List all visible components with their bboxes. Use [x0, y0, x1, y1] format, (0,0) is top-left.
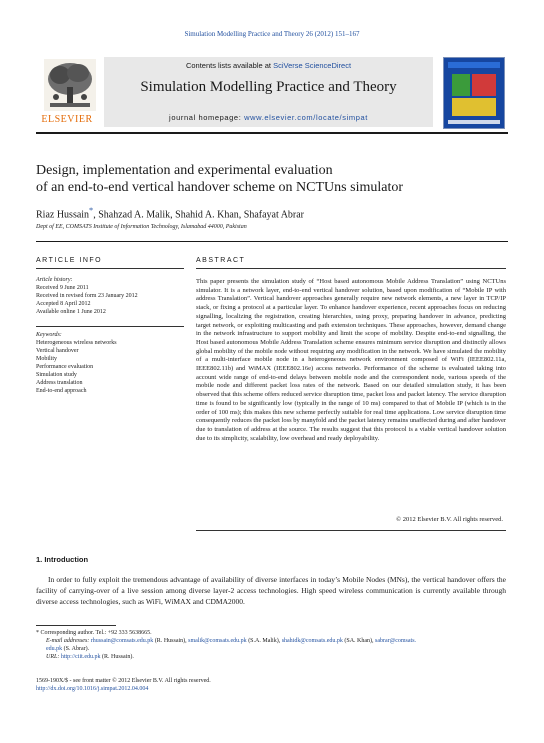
- keyword: Mobility: [36, 356, 58, 362]
- issn-line: 1569-190X/$ - see front matter © 2012 Elsevier B.V. All rights reserved.: [36, 678, 211, 684]
- article-history: [36, 276, 184, 316]
- email-owner: (S.A. Malik),: [246, 638, 282, 644]
- elsevier-logo: [36, 57, 98, 127]
- journal-masthead: [36, 57, 508, 127]
- keyword: Simulation study: [36, 372, 77, 378]
- url-label: URL:: [46, 654, 60, 660]
- email-owner: (S. Abrar).: [62, 646, 90, 652]
- footnote-rule: [36, 625, 116, 626]
- keywords-label: Keywords:: [36, 332, 62, 338]
- cover-art-icon: [444, 58, 504, 128]
- email-link[interactable]: rhussain@comsats.edu.pk: [90, 638, 154, 644]
- keyword: Vertical handover: [36, 348, 79, 354]
- footnotes: [36, 629, 506, 661]
- title-line-1: Design, implementation and experimental evaluation: [36, 163, 333, 178]
- journal-reference[interactable]: Simulation Modelling Practice and Theory 26 (2012) 151–167: [184, 30, 360, 38]
- info-rule: [36, 268, 184, 269]
- corresponding-author-note: * Corresponding author. Tel.: +92 333 5638665.: [36, 630, 152, 636]
- abstract-rule: [196, 268, 506, 269]
- url-link[interactable]: http://ciit.edu.pk: [60, 654, 101, 660]
- email-link-cont[interactable]: edu.pk: [46, 646, 63, 652]
- journal-cover-image: [443, 57, 505, 129]
- authors-rest: , Shahzad A. Malik, Shahid A. Khan, Shafayat Abrar: [93, 209, 305, 221]
- journal-title: Simulation Modelling Practice and Theory: [140, 79, 397, 95]
- journal-homepage: [104, 113, 433, 122]
- keyword: Address translation: [36, 380, 83, 386]
- homepage-link[interactable]: www.elsevier.com/locate/simpat: [244, 113, 368, 122]
- article-info-heading: ARTICLE INFO: [36, 257, 103, 264]
- title-line-2: of an end-to-end vertical handover scheme on NCTUns simulator: [36, 180, 404, 195]
- front-matter: [36, 677, 506, 693]
- email-link[interactable]: sabrar@comsats.: [375, 638, 417, 644]
- url-owner: (R. Hussain).: [100, 654, 134, 660]
- email-owner: (SA. Khan),: [342, 638, 376, 644]
- title-rule: [36, 241, 508, 242]
- email-link[interactable]: shahidk@comsats.edu.pk: [281, 638, 343, 644]
- email-addresses: [36, 637, 506, 653]
- abstract-heading: ABSTRACT: [196, 257, 246, 264]
- corresponding-author-mark[interactable]: *: [89, 206, 94, 215]
- history-item: Available online 1 June 2012: [36, 309, 106, 315]
- journal-header-box: [104, 57, 433, 127]
- history-item: Received in revised form 23 January 2012: [36, 293, 138, 299]
- info-rule: [36, 326, 184, 327]
- keyword: Performance evaluation: [36, 364, 94, 370]
- contents-available: [104, 61, 433, 70]
- copyright: © 2012 Elsevier B.V. All rights reserved.: [396, 516, 503, 523]
- history-item: Accepted 8 April 2012: [36, 301, 91, 307]
- homepage-prefix: journal homepage:: [169, 113, 245, 122]
- section-heading-introduction: 1. Introduction: [36, 555, 89, 564]
- history-item: Received 9 June 2011: [36, 285, 89, 291]
- introduction-paragraph: In order to fully exploit the tremendous advantage of availability of diverse interfaces in today’s Mobile Nodes (MNs), the vertical handover offers the facility of carrying-over of a live session among diverse layer-2 access technologies. High speed wireless communication is currently available through diverse access technologies, such as WiFi, WiMAX and CDMA2000.: [36, 575, 506, 606]
- author-1: Riaz Hussain: [36, 209, 90, 221]
- publisher-name: ELSEVIER: [41, 114, 93, 125]
- email-owner: (R. Hussain),: [153, 638, 189, 644]
- abstract-end-rule: [196, 530, 506, 531]
- author-list: [36, 206, 506, 220]
- keyword: Heterogeneous wireless networks: [36, 340, 117, 346]
- url-note: [36, 653, 506, 661]
- abstract-text: This paper presents the simulation study of “Host based autonomous Mobile Address Translation” using NCTUns simulator. It is a network layer, end-to-end vertical handover solution, based upon modification of “Mobile IP with address Translation”. Vertical handover approaches generally require new network elements, a new layer in TCP/IP stack, or fixing a protocol at a particular layer. To enhance handover experience, recent approaches focus on reducing signalling, localizing the registration, creating hierarchies, using proxy, preparing handover in advance, predicting target network, or exploiting multicasting and path extension techniques. These approaches, however, demand change in the network infrastructure to support mobility and limit the scope of mobility. Despite end-to-end signalling, the Host based autonomous Mobile Address Translation scheme ensures minimum service disruption and distinctly allows global mobility of the mobile node without requiring any modification in the network. We have simulated the mobility of a multi-interface mobile node in a heterogeneous network environment composed of WiFi (IEEE802.11a, IEEE802.11b) and WiMAX (IEEE802.16e) access networks. Performance of the scheme is evaluated taking into account wide range of end-to-end delays between mobile node and the correspondent node, various speeds of the mobile node and different packet loss rates of the network. Based on our detailed simulation study, it has been observed that this scheme offers reduced service disruption time, packet loss and packet latency. The service disruption time is found to be significantly low (typically in the range of 10 ms) compared to that of Mobile IP (which is in the order of 100 ms); this makes this new scheme perfectly suitable for real time applications. Low service disruption time consequently reduces the packet loss by manyfold and the packet latency remains unaffected during and after handover due to translation of address at the source. The results suggest that this protocol is a viable vertical handover solution due to its simplicity, scalability, low overhead and ready deployability.: [196, 278, 506, 442]
- email-link[interactable]: smalik@comsats.edu.pk: [188, 638, 247, 644]
- keywords: [36, 331, 184, 395]
- article-title: [36, 162, 506, 196]
- history-label: Article history:: [36, 277, 73, 283]
- header-rule: [36, 132, 508, 134]
- affiliation: Dept of EE, COMSATS Institute of Information Technology, Islamabad 44000, Pakistan: [36, 224, 247, 230]
- elsevier-tree-icon: [44, 59, 96, 111]
- sciverse-link[interactable]: SciVerse ScienceDirect: [273, 61, 352, 70]
- doi-link[interactable]: http://dx.doi.org/10.1016/j.simpat.2012.04.004: [36, 686, 149, 692]
- keyword: End-to-end approach: [36, 388, 87, 394]
- contents-prefix: Contents lists available at: [185, 61, 274, 70]
- email-label: E-mail addresses:: [46, 638, 90, 644]
